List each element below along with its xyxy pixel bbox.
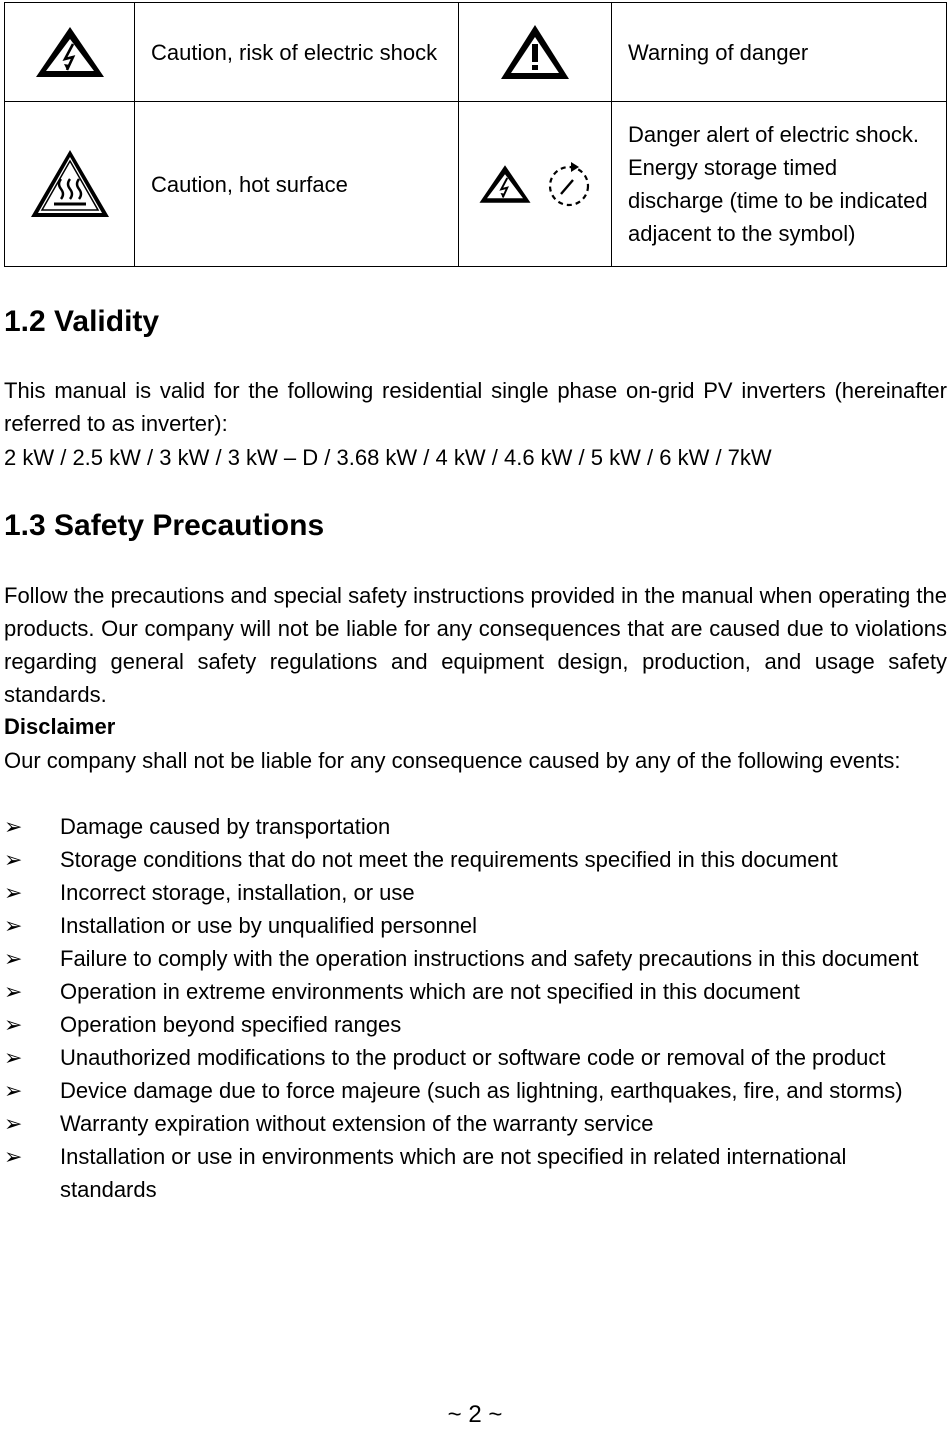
section-heading-safety-precautions: 1.3 Safety Precautions [4,509,325,542]
safety-symbols-table [4,2,947,267]
list-item-text: Incorrect storage, installation, or use [60,880,415,905]
arrow-bullet-icon: ➢ [4,1012,23,1037]
hot-surface-warning-icon [28,147,112,221]
arrow-bullet-icon: ➢ [4,979,23,1004]
list-item [4,1074,947,1107]
arrow-bullet-icon: ➢ [4,847,23,872]
symbol-description: Caution, risk of electric shock [135,3,459,102]
list-item [4,975,947,1008]
timer-icon [545,160,593,208]
disclaimer-events-list [4,810,947,1206]
safety-paragraph: Follow the precautions and special safety instructions provided in the manual when operating the products. Our company will not be liable for any consequences that are caused due to violations regarding general safety regulations and equipment design, production, and usage safety standards. [4,583,947,707]
list-item [4,1140,947,1206]
validity-paragraph: This manual is valid for the following residential single phase on-grid PV inverters (hereinafter referred to as inverter): [4,378,947,436]
arrow-bullet-icon: ➢ [4,1045,23,1070]
list-item-text: Installation or use in environments which are not specified in related international standards [60,1144,847,1202]
list-item [4,942,947,975]
inverter-models: 2 kW / 2.5 kW / 3 kW / 3 kW – D / 3.68 kW / 4 kW / 4.6 kW / 5 kW / 6 kW / 7kW [4,445,772,470]
symbol-icon-cell [5,3,135,102]
symbol-icon-cell [459,3,612,102]
arrow-bullet-icon: ➢ [4,946,23,971]
list-item-text: Device damage due to force majeure (such as lightning, earthquakes, fire, and storms) [60,1078,903,1103]
list-item [4,1107,947,1140]
list-item [4,909,947,942]
arrow-bullet-icon: ➢ [4,1111,23,1136]
arrow-bullet-icon: ➢ [4,1144,23,1169]
list-item [4,1041,947,1074]
arrow-bullet-icon: ➢ [4,913,23,938]
list-item-text: Operation in extreme environments which are not specified in this document [60,979,800,1004]
symbol-description: Warning of danger [612,3,947,102]
list-item-text: Damage caused by transportation [60,814,391,839]
list-item-text: Operation beyond specified ranges [60,1012,402,1037]
electric-shock-warning-icon [33,24,107,80]
page-number: ~ 2 ~ [447,1401,503,1428]
symbol-description: Danger alert of electric shock. Energy storage timed discharge (time to be indicated adjacent to the symbol) [612,102,947,267]
list-item-text: Storage conditions that do not meet the requirements specified in this document [60,847,838,872]
list-item-text: Warranty expiration without extension of the warranty service [60,1111,654,1136]
general-warning-icon [498,22,572,82]
list-item-text: Installation or use by unqualified personnel [60,913,478,938]
symbol-icon-cell [5,102,135,267]
arrow-bullet-icon: ➢ [4,1078,23,1103]
section-heading-validity: 1.2 Validity [4,305,160,338]
arrow-bullet-icon: ➢ [4,814,23,839]
arrow-bullet-icon: ➢ [4,880,23,905]
symbols-row [5,102,947,267]
list-item [4,876,947,909]
list-item-text: Unauthorized modifications to the product or software code or removal of the product [60,1045,886,1070]
disclaimer-title: Disclaimer [4,714,116,739]
list-item [4,843,947,876]
electric-shock-warning-icon [477,163,533,205]
list-item-text: Failure to comply with the operation instructions and safety precautions in this document [60,946,919,971]
list-item [4,810,947,843]
disclaimer-paragraph: Our company shall not be liable for any consequence caused by any of the following events: [4,748,901,773]
symbols-row [5,3,947,102]
symbol-description: Caution, hot surface [135,102,459,267]
symbol-icon-cell [459,102,612,267]
list-item [4,1008,947,1041]
